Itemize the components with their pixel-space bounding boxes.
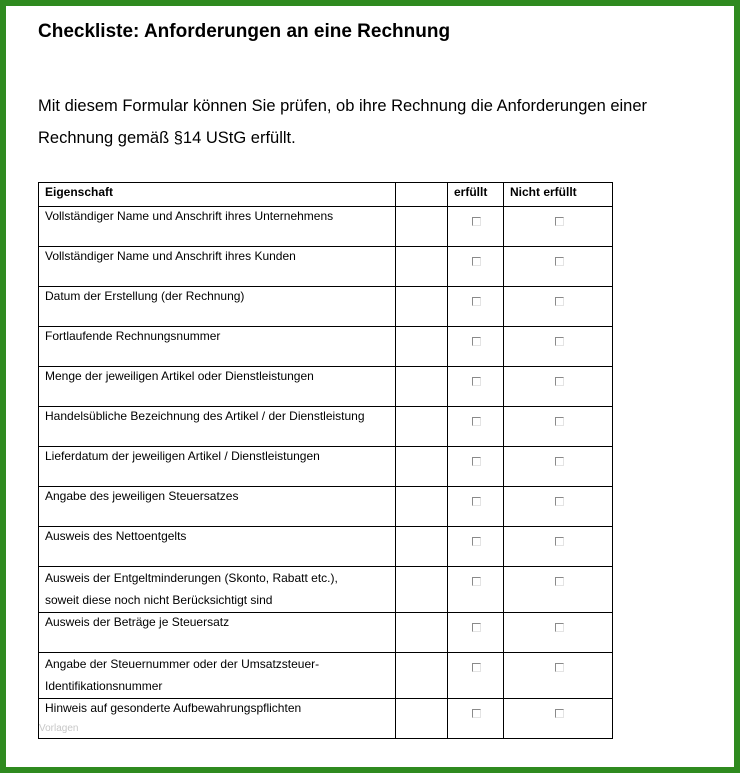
row-label: Vollständiger Name und Anschrift ihres Unternehmens <box>45 209 334 223</box>
table-row <box>39 207 613 247</box>
nicht-erfuellt-checkbox[interactable] <box>555 337 564 346</box>
nicht-erfuellt-checkbox[interactable] <box>555 537 564 546</box>
erfuellt-checkbox[interactable] <box>472 337 481 346</box>
row-label: Fortlaufende Rechnungsnummer <box>45 329 221 343</box>
erfuellt-cell <box>448 487 504 527</box>
row-label-cell <box>39 613 396 653</box>
page-title: Checkliste: Anforderungen an eine Rechnung <box>38 21 451 42</box>
erfuellt-checkbox[interactable] <box>472 297 481 306</box>
nicht-erfuellt-cell <box>504 247 613 287</box>
row-empty-cell <box>396 367 448 407</box>
row-label-cell <box>39 247 396 287</box>
row-label-cell <box>39 487 396 527</box>
row-empty-cell <box>396 567 448 613</box>
erfuellt-cell <box>448 527 504 567</box>
erfuellt-cell <box>448 653 504 699</box>
nicht-erfuellt-checkbox[interactable] <box>555 577 564 586</box>
table-row <box>39 367 613 407</box>
row-empty-cell <box>396 653 448 699</box>
row-label-continued: soweit diese noch nicht Berücksichtigt sind <box>45 593 273 607</box>
erfuellt-cell <box>448 367 504 407</box>
row-label-continued: Identifikationsnummer <box>45 679 163 693</box>
row-empty-cell <box>396 207 448 247</box>
intro-line-2: Rechnung gemäß §14 UStG erfüllt. <box>38 129 296 147</box>
erfuellt-cell <box>448 247 504 287</box>
nicht-erfuellt-cell <box>504 699 613 739</box>
watermark-text: Vorlagen <box>39 723 79 734</box>
table-row <box>39 527 613 567</box>
erfuellt-cell <box>448 447 504 487</box>
row-label-cell <box>39 327 396 367</box>
erfuellt-cell <box>448 287 504 327</box>
row-label: Lieferdatum der jeweiligen Artikel / Dienstleistungen <box>45 449 320 463</box>
nicht-erfuellt-cell <box>504 207 613 247</box>
nicht-erfuellt-cell <box>504 653 613 699</box>
row-empty-cell <box>396 327 448 367</box>
row-label: Vollständiger Name und Anschrift ihres Kunden <box>45 249 296 263</box>
row-label-cell <box>39 653 396 699</box>
table-row <box>39 487 613 527</box>
row-label: Ausweis der Entgeltminderungen (Skonto, Rabatt etc.), <box>45 571 338 585</box>
row-label: Angabe der Steuernummer oder der Umsatzsteuer- <box>45 657 320 671</box>
nicht-erfuellt-cell <box>504 287 613 327</box>
erfuellt-checkbox[interactable] <box>472 623 481 632</box>
nicht-erfuellt-cell <box>504 367 613 407</box>
erfuellt-checkbox[interactable] <box>472 577 481 586</box>
checklist-table <box>38 182 613 739</box>
erfuellt-cell <box>448 407 504 447</box>
row-label-cell <box>39 367 396 407</box>
header-empty <box>396 183 448 207</box>
nicht-erfuellt-cell <box>504 567 613 613</box>
header-nicht-erfuellt: Nicht erfüllt <box>504 183 613 207</box>
nicht-erfuellt-checkbox[interactable] <box>555 217 564 226</box>
row-empty-cell <box>396 487 448 527</box>
erfuellt-checkbox[interactable] <box>472 457 481 466</box>
row-label-cell <box>39 447 396 487</box>
intro-line-1: Mit diesem Formular können Sie prüfen, ob ihre Rechnung die Anforderungen einer <box>38 97 648 115</box>
erfuellt-checkbox[interactable] <box>472 257 481 266</box>
nicht-erfuellt-checkbox[interactable] <box>555 457 564 466</box>
erfuellt-checkbox[interactable] <box>472 497 481 506</box>
row-label: Hinweis auf gesonderte Aufbewahrungspflichten <box>45 701 302 715</box>
row-empty-cell <box>396 247 448 287</box>
row-label-cell <box>39 407 396 447</box>
erfuellt-checkbox[interactable] <box>472 417 481 426</box>
row-label: Handelsübliche Bezeichnung des Artikel / der Dienstleistung <box>45 409 365 423</box>
erfuellt-checkbox[interactable] <box>472 663 481 672</box>
row-label: Angabe des jeweiligen Steuersatzes <box>45 489 239 503</box>
erfuellt-cell <box>448 207 504 247</box>
erfuellt-cell <box>448 699 504 739</box>
header-eigenschaft: Eigenschaft <box>39 183 396 207</box>
row-empty-cell <box>396 527 448 567</box>
table-row <box>39 613 613 653</box>
row-label-cell <box>39 567 396 613</box>
table-row <box>39 247 613 287</box>
erfuellt-cell <box>448 613 504 653</box>
row-label-cell <box>39 287 396 327</box>
row-empty-cell <box>396 699 448 739</box>
erfuellt-cell <box>448 567 504 613</box>
row-label: Menge der jeweiligen Artikel oder Dienstleistungen <box>45 369 314 383</box>
erfuellt-checkbox[interactable] <box>472 709 481 718</box>
table-row <box>39 447 613 487</box>
nicht-erfuellt-cell <box>504 327 613 367</box>
row-label-cell <box>39 207 396 247</box>
table-row <box>39 407 613 447</box>
nicht-erfuellt-cell <box>504 527 613 567</box>
row-empty-cell <box>396 447 448 487</box>
row-label-cell <box>39 699 396 739</box>
table-row <box>39 699 613 739</box>
table-row <box>39 327 613 367</box>
nicht-erfuellt-cell <box>504 407 613 447</box>
erfuellt-cell <box>448 327 504 367</box>
nicht-erfuellt-checkbox[interactable] <box>555 623 564 632</box>
erfuellt-checkbox[interactable] <box>472 377 481 386</box>
erfuellt-checkbox[interactable] <box>472 217 481 226</box>
row-label-cell <box>39 527 396 567</box>
row-empty-cell <box>396 613 448 653</box>
nicht-erfuellt-checkbox[interactable] <box>555 663 564 672</box>
nicht-erfuellt-checkbox[interactable] <box>555 257 564 266</box>
nicht-erfuellt-cell <box>504 613 613 653</box>
erfuellt-checkbox[interactable] <box>472 537 481 546</box>
table-header-row <box>39 183 613 207</box>
nicht-erfuellt-cell <box>504 447 613 487</box>
header-erfuellt: erfüllt <box>448 183 504 207</box>
nicht-erfuellt-checkbox[interactable] <box>555 497 564 506</box>
row-empty-cell <box>396 407 448 447</box>
row-label: Datum der Erstellung (der Rechnung) <box>45 289 245 303</box>
intro-text <box>38 90 738 154</box>
table-row <box>39 567 613 613</box>
table-row <box>39 287 613 327</box>
nicht-erfuellt-checkbox[interactable] <box>555 297 564 306</box>
nicht-erfuellt-cell <box>504 487 613 527</box>
nicht-erfuellt-checkbox[interactable] <box>555 417 564 426</box>
nicht-erfuellt-checkbox[interactable] <box>555 377 564 386</box>
row-label: Ausweis der Beträge je Steuersatz <box>45 615 230 629</box>
row-label: Ausweis des Nettoentgelts <box>45 529 187 543</box>
table-row <box>39 653 613 699</box>
row-empty-cell <box>396 287 448 327</box>
nicht-erfuellt-checkbox[interactable] <box>555 709 564 718</box>
